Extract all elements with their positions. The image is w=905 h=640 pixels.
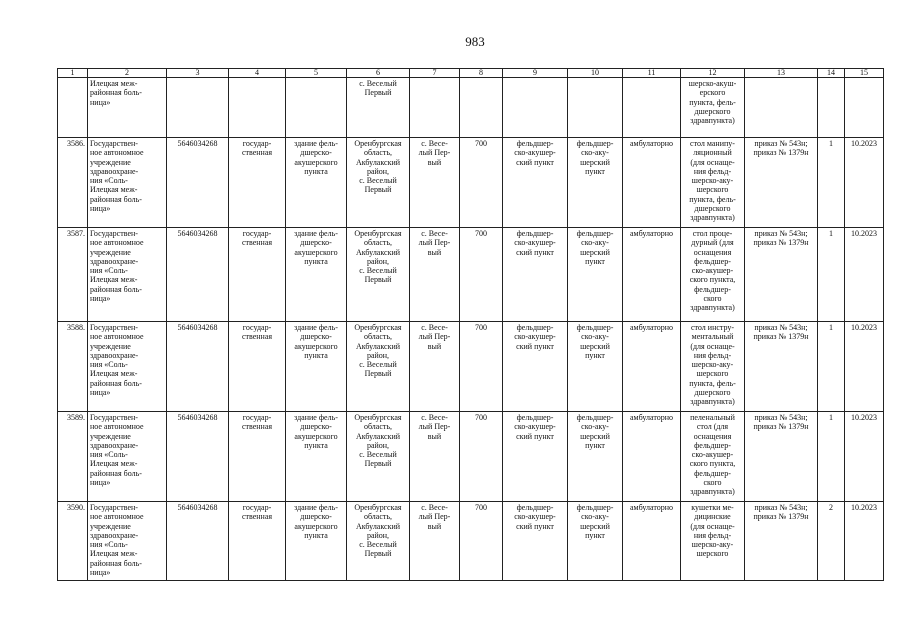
registry-table [57, 68, 884, 581]
cell-address: Оренбургская область, Акбулакский район, с. Веселый Первый [347, 322, 410, 412]
cell-inn [167, 78, 229, 138]
header-row [58, 69, 884, 78]
cell-basis: приказ № 543н; приказ № 1379н [745, 322, 818, 412]
cell-unit-name [568, 78, 623, 138]
cell-unit-name: фельдшер- ско-аку- шерский пункт [568, 138, 623, 228]
cell-ownership: государ- ственная [229, 322, 286, 412]
cell-code: 700 [460, 322, 503, 412]
cell-care: амбулаторно [623, 412, 681, 502]
cell-locality: с. Весе- лый Пер- вый [410, 138, 460, 228]
cell-code: 700 [460, 412, 503, 502]
cell-org: Илецкая меж- районная боль- ница» [88, 78, 167, 138]
cell-address: Оренбургская область, Акбулакский район, с. Веселый Первый [347, 412, 410, 502]
cell-inn: 5646034268 [167, 412, 229, 502]
cell-building [286, 78, 347, 138]
cell-qty: 1 [818, 412, 845, 502]
cell-org: Государствен- ное автономное учреждение здравоохране- ния «Соль- Илецкая меж- районная боль- ница» [88, 412, 167, 502]
table-row [58, 412, 884, 502]
cell-inn: 5646034268 [167, 228, 229, 322]
cell-unit-name: фельдшер- ско-аку- шерский пункт [568, 502, 623, 581]
cell-ownership: государ- ственная [229, 502, 286, 581]
page-number: 983 [465, 34, 485, 49]
cell-inn: 5646034268 [167, 502, 229, 581]
col-header-9: 9 [503, 69, 568, 78]
cell-code: 700 [460, 228, 503, 322]
col-header-1: 1 [58, 69, 88, 78]
cell-qty: 1 [818, 322, 845, 412]
col-header-12: 12 [681, 69, 745, 78]
col-header-11: 11 [623, 69, 681, 78]
cell-num: 3588. [58, 322, 88, 412]
table-row [58, 228, 884, 322]
cell-unit-name: фельдшер- ско-аку- шерский пункт [568, 412, 623, 502]
cell-basis [745, 78, 818, 138]
col-header-15: 15 [845, 69, 884, 78]
cell-ownership: государ- ственная [229, 412, 286, 502]
cell-building: здание фель- дшерско- акушерского пункта [286, 502, 347, 581]
col-header-8: 8 [460, 69, 503, 78]
cell-basis: приказ № 543н; приказ № 1379н [745, 502, 818, 581]
cell-unit-type: фельдшер- ско-акушер- ский пункт [503, 322, 568, 412]
cell-org: Государствен- ное автономное учреждение здравоохране- ния «Соль- Илецкая меж- районная боль- ница» [88, 228, 167, 322]
cell-item: стол инстру- ментальный (для оснаще- ния фельд- шерско-аку- шерского пункта, фель- дшерского здравпункта) [681, 322, 745, 412]
col-header-4: 4 [229, 69, 286, 78]
cell-date: 10.2023 [845, 138, 884, 228]
cell-num: 3590. [58, 502, 88, 581]
cell-care: амбулаторно [623, 322, 681, 412]
cell-unit-type [503, 78, 568, 138]
cell-num: 3589. [58, 412, 88, 502]
cell-inn: 5646034268 [167, 138, 229, 228]
cell-org: Государствен- ное автономное учреждение здравоохране- ния «Соль- Илецкая меж- районная боль- ница» [88, 502, 167, 581]
cell-address: с. Веселый Первый [347, 78, 410, 138]
cell-unit-type: фельдшер- ско-акушер- ский пункт [503, 138, 568, 228]
cell-unit-name: фельдшер- ско-аку- шерский пункт [568, 322, 623, 412]
col-header-7: 7 [410, 69, 460, 78]
table-row [58, 138, 884, 228]
cell-date: 10.2023 [845, 228, 884, 322]
cell-basis: приказ № 543н; приказ № 1379н [745, 228, 818, 322]
col-header-10: 10 [568, 69, 623, 78]
cell-ownership [229, 78, 286, 138]
cell-unit-name: фельдшер- ско-аку- шерский пункт [568, 228, 623, 322]
cell-building: здание фель- дшерско- акушерского пункта [286, 322, 347, 412]
cell-code: 700 [460, 138, 503, 228]
cell-building: здание фель- дшерско- акушерского пункта [286, 412, 347, 502]
cell-unit-type: фельдшер- ско-акушер- ский пункт [503, 412, 568, 502]
cell-item: кушетки ме- дицинские (для оснаще- ния фельд- шерско-аку- шерского [681, 502, 745, 581]
cell-unit-type: фельдшер- ско-акушер- ский пункт [503, 502, 568, 581]
col-header-2: 2 [88, 69, 167, 78]
cell-item: шерско-акуш- ерского пункта, фель- дшерского здравпункта) [681, 78, 745, 138]
cell-locality: с. Весе- лый Пер- вый [410, 322, 460, 412]
cell-care [623, 78, 681, 138]
continuation-row [58, 78, 884, 138]
cell-ownership: государ- ственная [229, 138, 286, 228]
cell-building: здание фель- дшерско- акушерского пункта [286, 228, 347, 322]
cell-code: 700 [460, 502, 503, 581]
col-header-3: 3 [167, 69, 229, 78]
cell-num [58, 78, 88, 138]
cell-date: 10.2023 [845, 502, 884, 581]
cell-qty: 2 [818, 502, 845, 581]
col-header-14: 14 [818, 69, 845, 78]
col-header-5: 5 [286, 69, 347, 78]
cell-item: пеленальный стол (для оснащения фельдшер- ско-акушер- ского пункта, фельдшер- ского здравпункта) [681, 412, 745, 502]
cell-locality: с. Весе- лый Пер- вый [410, 228, 460, 322]
cell-org: Государствен- ное автономное учреждение здравоохране- ния «Соль- Илецкая меж- районная боль- ница» [88, 322, 167, 412]
cell-locality: с. Весе- лый Пер- вый [410, 502, 460, 581]
cell-qty [818, 78, 845, 138]
table-row [58, 502, 884, 581]
cell-num: 3587. [58, 228, 88, 322]
cell-date: 10.2023 [845, 412, 884, 502]
table-row [58, 322, 884, 412]
cell-date: 10.2023 [845, 322, 884, 412]
cell-care: амбулаторно [623, 228, 681, 322]
cell-num: 3586. [58, 138, 88, 228]
cell-qty: 1 [818, 228, 845, 322]
cell-inn: 5646034268 [167, 322, 229, 412]
cell-address: Оренбургская область, Акбулакский район, с. Веселый Первый [347, 502, 410, 581]
cell-basis: приказ № 543н; приказ № 1379н [745, 412, 818, 502]
cell-code [460, 78, 503, 138]
cell-address: Оренбургская область, Акбулакский район, с. Веселый Первый [347, 228, 410, 322]
col-header-6: 6 [347, 69, 410, 78]
cell-item: стол проце- дурный (для оснащения фельдшер- ско-акушер- ского пункта, фельдшер- ского здравпункта) [681, 228, 745, 322]
cell-item: стол манипу- ляционный (для оснаще- ния фельд- шерско-аку- шерского пункта, фель- дшерского здравпункта) [681, 138, 745, 228]
cell-locality [410, 78, 460, 138]
cell-unit-type: фельдшер- ско-акушер- ский пункт [503, 228, 568, 322]
col-header-13: 13 [745, 69, 818, 78]
cell-qty: 1 [818, 138, 845, 228]
cell-care: амбулаторно [623, 502, 681, 581]
cell-care: амбулаторно [623, 138, 681, 228]
cell-ownership: государ- ственная [229, 228, 286, 322]
cell-address: Оренбургская область, Акбулакский район, с. Веселый Первый [347, 138, 410, 228]
cell-building: здание фель- дшерско- акушерского пункта [286, 138, 347, 228]
cell-date [845, 78, 884, 138]
cell-basis: приказ № 543н; приказ № 1379н [745, 138, 818, 228]
cell-locality: с. Весе- лый Пер- вый [410, 412, 460, 502]
cell-org: Государствен- ное автономное учреждение здравоохране- ния «Соль- Илецкая меж- районная боль- ница» [88, 138, 167, 228]
